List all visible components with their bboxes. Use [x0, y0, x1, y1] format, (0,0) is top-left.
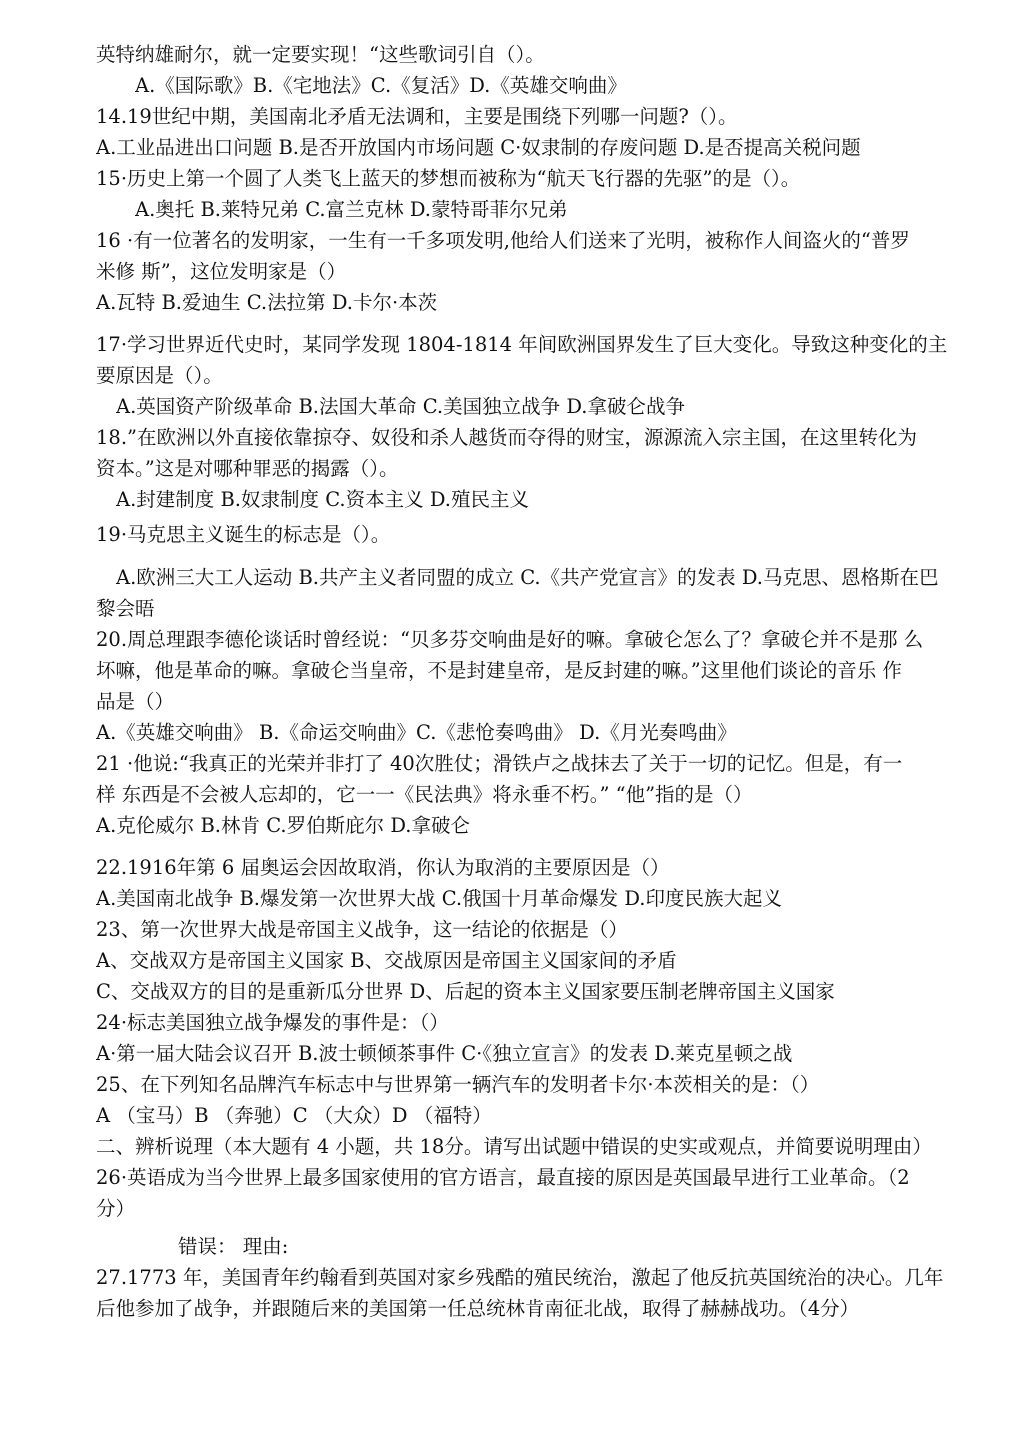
text-line-lyrics-source: 英特纳雄耐尔，就一定要实现！“这些歌词引自（）。 — [96, 43, 545, 66]
question-22: 22.1916年第 6 届奥运会因故取消，你认为取消的主要原因是（） — [96, 856, 670, 879]
question-17-line1: 17·学习世界近代史时，某同学发现 1804-1814 年间欧洲国界发生了巨大变化。导致这种变化的主 — [96, 333, 948, 356]
question-24: 24·标志美国独立战争爆发的事件是：（） — [96, 1011, 449, 1034]
question-27-line1: 27.1773 年，美国青年约翰看到英国对家乡残酷的殖民统治，激起了他反抗英国统治的决心。几年 — [96, 1266, 944, 1289]
options-q21: A.克伦威尔 B.林肯 C.罗伯斯庇尔 D.拿破仑 — [96, 814, 470, 837]
options-q17: A.英国资产阶级革命 B.法国大革命 C.美国独立战争 D.拿破仑战争 — [116, 395, 685, 418]
question-20-line2: 坏嘛，他是革命的嘛。拿破仑当皇帝，不是封建皇帝，是反封建的嘛。”这里他们谈论的音乐 作 — [96, 659, 902, 682]
question-25: 25、在下列知名品牌汽车标志中与世界第一辆汽车的发明者卡尔·本茨相关的是：（） — [96, 1073, 820, 1096]
options-q15: A.奥托 B.莱特兄弟 C.富兰克林 D.蒙特哥菲尔兄弟 — [135, 198, 568, 221]
options-q23-line1: A、交战双方是帝国主义国家 B、交战原因是帝国主义国家间的矛盾 — [96, 949, 677, 972]
options-q19-line2: 黎会晤 — [96, 597, 155, 620]
question-26-line1: 26·英语成为当今世界上最多国家使用的官方语言，最直接的原因是英国最早进行工业革命。（2 — [96, 1166, 910, 1189]
options-q20: A.《英雄交响曲》 B.《命运交响曲》C.《悲怆奏鸣曲》 D.《月光奏鸣曲》 — [96, 721, 737, 744]
options-q13: A.《国际歌》B.《宅地法》C.《复活》D.《英雄交响曲》 — [135, 74, 627, 97]
answer-prompt-q26: 错误： 理由: — [178, 1235, 289, 1258]
question-14: 14.19世纪中期，美国南北矛盾无法调和，主要是围绕下列哪一问题?（）。 — [96, 105, 738, 128]
options-q24: A·第一届大陆会议召开 B.波士顿倾茶事件 C·《独立宣言》的发表 D.莱克星顿之战 — [96, 1042, 793, 1065]
question-16-line1: 16 ·有一位著名的发明家，一生有一千多项发明,他给人们送来了光明，被称作人间盗火的“普罗 — [96, 229, 910, 252]
question-23: 23、第一次世界大战是帝国主义战争，这一结论的依据是（） — [96, 918, 628, 941]
question-27-line2: 后他参加了战争，并跟随后来的美国第一任总统林肯南征北战，取得了赫赫战功。（4分） — [96, 1297, 860, 1320]
question-20-line1: 20.周总理跟李德伦谈话时曾经说：“贝多芬交响曲是好的嘛。拿破仑怎么了？拿破仑并不是那 么 — [96, 628, 924, 651]
question-21-line1: 21 ·他说:“我真正的光荣并非打了 40次胜仗；滑铁卢之战抹去了关于一切的记忆。但是，有一 — [96, 752, 903, 775]
options-q25: A （宝马）B （奔驰）C （大众）D （福特） — [96, 1104, 492, 1127]
question-19: 19·马克思主义诞生的标志是（）。 — [96, 523, 391, 546]
question-15: 15·历史上第一个圆了人类飞上蓝天的梦想而被称为“航天飞行器的先驱”的是（）。 — [96, 167, 801, 190]
options-q22: A.美国南北战争 B.爆发第一次世界大战 C.俄国十月革命爆发 D.印度民族大起义 — [96, 887, 782, 910]
options-q14: A.工业品进出口问题 B.是否开放国内市场问题 C·奴隶制的存废问题 D.是否提高关税问题 — [96, 136, 861, 159]
question-21-line2: 样 东西是不会被人忘却的，它一一《民法典》将永垂不朽。” “他”指的是（） — [96, 783, 753, 806]
section-2-heading: 二、辨析说理（本大题有 4 小题，共 18分。请写出试题中错误的史实或观点，并简要说明理由） — [96, 1135, 932, 1158]
options-q19-line1: A.欧洲三大工人运动 B.共产主义者同盟的成立 C.《共产党宣言》的发表 D.马克思、恩格斯在巴 — [116, 566, 939, 589]
question-18-line2: 资本。”这是对哪种罪恶的揭露（）。 — [96, 457, 399, 480]
question-18-line1: 18.”在欧洲以外直接依靠掠夺、奴役和杀人越货而夺得的财宝，源源流入宗主国，在这里转化为 — [96, 426, 917, 449]
question-20-line3: 品是（） — [96, 690, 175, 713]
question-17-line2: 要原因是（）。 — [96, 364, 223, 387]
options-q23-line2: C、交战双方的目的是重新瓜分世界 D、后起的资本主义国家要压制老牌帝国主义国家 — [96, 980, 835, 1003]
options-q16: A.瓦特 B.爱迪生 C.法拉第 D.卡尔·本茨 — [96, 291, 438, 314]
options-q18: A.封建制度 B.奴隶制度 C.资本主义 D.殖民主义 — [116, 488, 529, 511]
question-26-line2: 分） — [96, 1197, 136, 1220]
question-16-line2: 米修 斯”，这位发明家是（） — [96, 260, 347, 283]
